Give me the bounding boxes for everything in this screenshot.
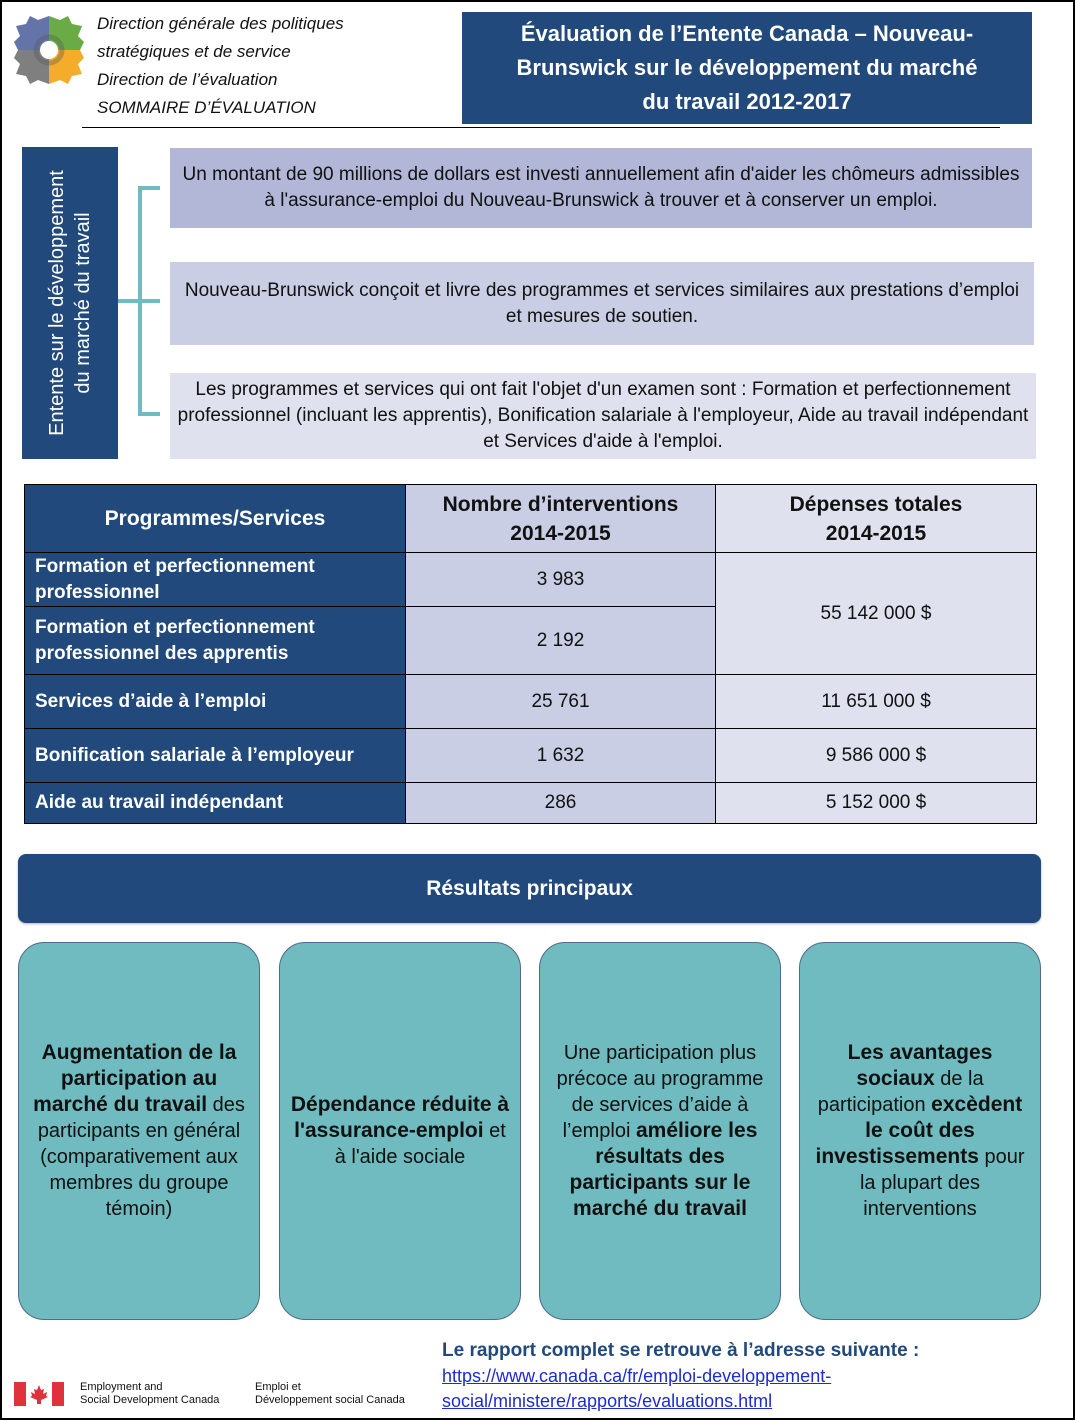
agreement-label-line: Entente sur le développement	[46, 170, 68, 436]
organization-name	[97, 10, 344, 122]
esdc-wordmark-fr: Emploi et Développement social Canada	[255, 1381, 405, 1406]
connector-line	[138, 299, 160, 303]
title-line: Évaluation de l’Entente Canada – Nouveau-	[520, 21, 974, 46]
program-name: Aide au travail indépendant	[25, 783, 406, 824]
program-name: Formation et perfectionnement professionnel	[25, 553, 406, 607]
title-line: du travail 2012-2017	[642, 89, 852, 114]
program-name: Bonification salariale à l’employeur	[25, 729, 406, 783]
report-label: Le rapport complet se retrouve à l’adresse suivante :	[442, 1340, 920, 1361]
agreement-item-delivery: Nouveau-Brunswick conçoit et livre des programmes et services similaires aux prestations d’emploi et mesures de soutien.	[170, 262, 1034, 345]
table-row	[25, 729, 1037, 783]
document-type: SOMMAIRE D’ÉVALUATION	[97, 98, 316, 117]
interventions-count: 25 761	[406, 675, 716, 729]
interventions-count: 1 632	[406, 729, 716, 783]
table-row	[25, 675, 1037, 729]
expenses-total: 55 142 000 $	[716, 553, 1037, 675]
page-title	[462, 12, 1032, 124]
org-line: Direction générale des politiques	[97, 14, 344, 33]
results-banner: Résultats principaux	[18, 854, 1041, 923]
interventions-count: 286	[406, 783, 716, 824]
expenses-total: 5 152 000 $	[716, 783, 1037, 824]
header-divider	[82, 127, 1000, 128]
program-name: Services d’aide à l’emploi	[25, 675, 406, 729]
result-card-social-benefits: Les avantages sociaux de la participation excèdent le coût des investissements pour la plupart des interventions	[799, 942, 1041, 1320]
title-line: Brunswick sur le développement du marché	[516, 55, 978, 80]
table-header-row	[25, 485, 1037, 553]
connector-line	[138, 186, 160, 190]
interventions-count: 3 983	[406, 553, 716, 607]
program-name: Formation et perfectionnement professionnel des apprentis	[25, 607, 406, 675]
column-header-interventions: Nombre d’interventions 2014-2015	[406, 485, 716, 553]
org-line: Direction de l’évaluation	[97, 70, 278, 89]
org-line: stratégiques et de service	[97, 42, 291, 61]
result-card-early-participation: Une participation plus précoce au programme de services d’aide à l’emploi améliore les résultats des participants sur le marché du travail	[539, 942, 781, 1320]
agreement-item-funding: Un montant de 90 millions de dollars est investi annuellement afin d'aider les chômeurs admissibles à l'assurance-emploi du Nouveau-Brunswick à trouver et à conserver un emploi.	[170, 148, 1032, 228]
table-row	[25, 553, 1037, 607]
programs-table	[24, 484, 1037, 824]
agreement-item-programs-examined: Les programmes et services qui ont fait l'objet d'un examen sont : Formation et perfectionnement professionnel (incluant les apprentis), Bonification salariale à l'employeur, Aide au travail indépendant et Services d'aide à l'emploi.	[170, 373, 1036, 459]
result-card-reduced-dependence: Dépendance réduite à l'assurance-emploi et à l'aide sociale	[279, 942, 521, 1320]
column-header-expenses: Dépenses totales 2014-2015	[716, 485, 1037, 553]
table-row	[25, 783, 1037, 824]
esdc-wordmark-en: Employment and Social Development Canada	[80, 1381, 220, 1406]
connector-line	[118, 299, 140, 303]
report-link[interactable]: https://www.canada.ca/fr/emploi-developpement- social/ministere/rapports/evaluations.html	[442, 1366, 832, 1411]
canada-flag-icon	[14, 1382, 64, 1406]
expenses-total: 11 651 000 $	[716, 675, 1037, 729]
expenses-total: 9 586 000 $	[716, 729, 1037, 783]
interventions-count: 2 192	[406, 607, 716, 675]
connector-line	[138, 412, 160, 416]
agreement-label	[44, 153, 96, 453]
column-header-programs: Programmes/Services	[25, 485, 406, 553]
result-card-labour-participation: Augmentation de la participation au marché du travail des participants en général (comparativement aux membres du groupe témoin)	[18, 942, 260, 1320]
agreement-label-box	[22, 147, 118, 459]
agreement-label-line: du marché du travail	[72, 212, 94, 394]
puzzle-gear-logo-icon	[6, 12, 92, 88]
